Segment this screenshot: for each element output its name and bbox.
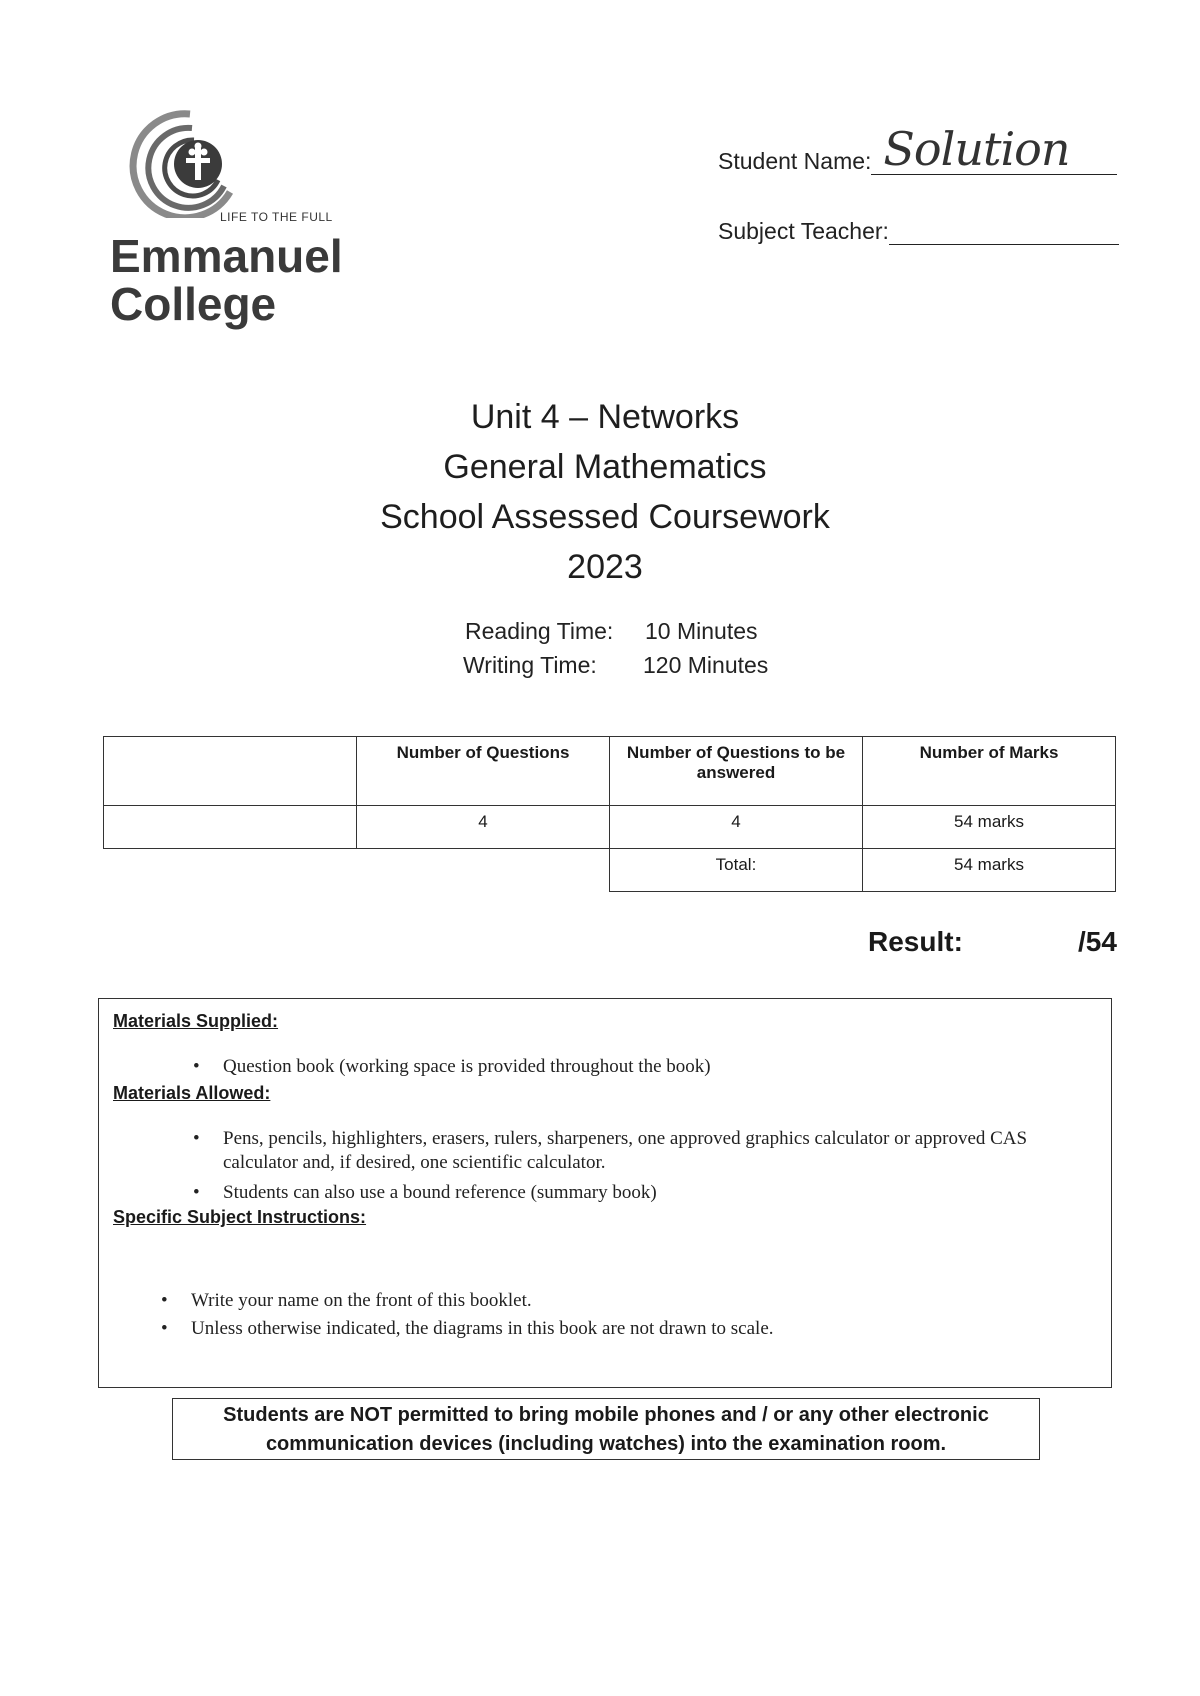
college-name-line1: Emmanuel: [110, 230, 343, 282]
total-label: Total:: [610, 849, 863, 892]
table-total-row: [104, 849, 1116, 892]
table-spacer: [104, 849, 357, 892]
student-name-line[interactable]: [871, 122, 1117, 176]
college-name-line2: College: [110, 278, 277, 330]
instructions-heading: Specific Subject Instructions:: [113, 1207, 367, 1227]
table-header-cell: Number of Marks: [863, 737, 1116, 806]
reading-time: [465, 618, 758, 645]
student-name-signature: Solution: [883, 122, 1070, 176]
bullet-icon: •: [161, 1290, 168, 1311]
subject-teacher-label: Subject Teacher:: [718, 218, 889, 244]
notice-box: [172, 1398, 1040, 1460]
marks-table: [103, 736, 1116, 892]
list-item-text: Unless otherwise indicated, the diagrams in this book are not drawn to scale.: [191, 1318, 774, 1339]
result-label: Result:: [868, 926, 963, 957]
list-item-text: Write your name on the front of this booklet.: [191, 1290, 532, 1311]
materials-allowed-heading: Materials Allowed:: [113, 1083, 271, 1103]
list-item-text: Students can also use a bound reference (summary book): [223, 1182, 657, 1203]
bullet-icon: •: [193, 1128, 200, 1149]
result-total: /54: [1078, 926, 1117, 957]
list-item-text: Question book (working space is provided throughout the book): [223, 1056, 711, 1077]
list-item: [193, 1055, 1083, 1079]
writing-time: [463, 652, 769, 679]
notice-line2: communication devices (including watches) into the examination room.: [265, 1433, 947, 1455]
table-header-cell: Number of Questions: [357, 737, 610, 806]
materials-box: [98, 998, 1112, 1388]
writing-time-label: Writing Time:: [463, 652, 597, 678]
title-subject: General Mathematics: [443, 448, 767, 486]
list-item-text: Pens, pencils, highlighters, erasers, rulers, sharpeners, one approved graphics calculator or approved CAS calculator and, if desired, one scientific calculator.: [223, 1128, 1028, 1173]
title-unit: Unit 4 – Networks: [470, 398, 740, 436]
table-cell: 4: [610, 806, 863, 849]
logo-tagline: LIFE TO THE FULL: [220, 210, 333, 224]
student-name-label: Student Name:: [718, 148, 872, 174]
table-header-row: [104, 737, 1116, 806]
bullet-icon: •: [193, 1182, 200, 1203]
total-value: 54 marks: [863, 849, 1116, 892]
title-assessment: School Assessed Coursework: [380, 498, 830, 536]
reading-time-label: Reading Time:: [465, 618, 614, 644]
college-name: [110, 232, 343, 328]
table-cell: [104, 806, 357, 849]
table-row: [104, 806, 1116, 849]
list-item: [161, 1289, 1071, 1313]
bullet-icon: •: [193, 1056, 200, 1077]
notice-line1: Students are NOT permitted to bring mobile phones and / or any other electronic: [223, 1404, 989, 1426]
college-logo-icon: [112, 108, 242, 218]
subject-teacher-line[interactable]: [889, 218, 1119, 245]
subject-teacher-field[interactable]: [718, 218, 1119, 245]
list-item: [193, 1127, 1093, 1175]
student-name-field[interactable]: [718, 122, 1117, 176]
reading-time-value: 10 Minutes: [645, 618, 758, 644]
list-item: [161, 1317, 1071, 1341]
list-item: [193, 1181, 1083, 1205]
title-year: 2023: [567, 548, 643, 586]
table-cell: 4: [357, 806, 610, 849]
bullet-icon: •: [161, 1318, 168, 1339]
materials-supplied-heading: Materials Supplied:: [113, 1011, 279, 1031]
table-cell: 54 marks: [863, 806, 1116, 849]
table-header-cell: Number of Questions to be answered: [610, 737, 863, 806]
table-spacer: [357, 849, 610, 892]
document-title: [0, 392, 1200, 592]
table-header-cell: [104, 737, 357, 806]
writing-time-value: 120 Minutes: [643, 652, 769, 678]
